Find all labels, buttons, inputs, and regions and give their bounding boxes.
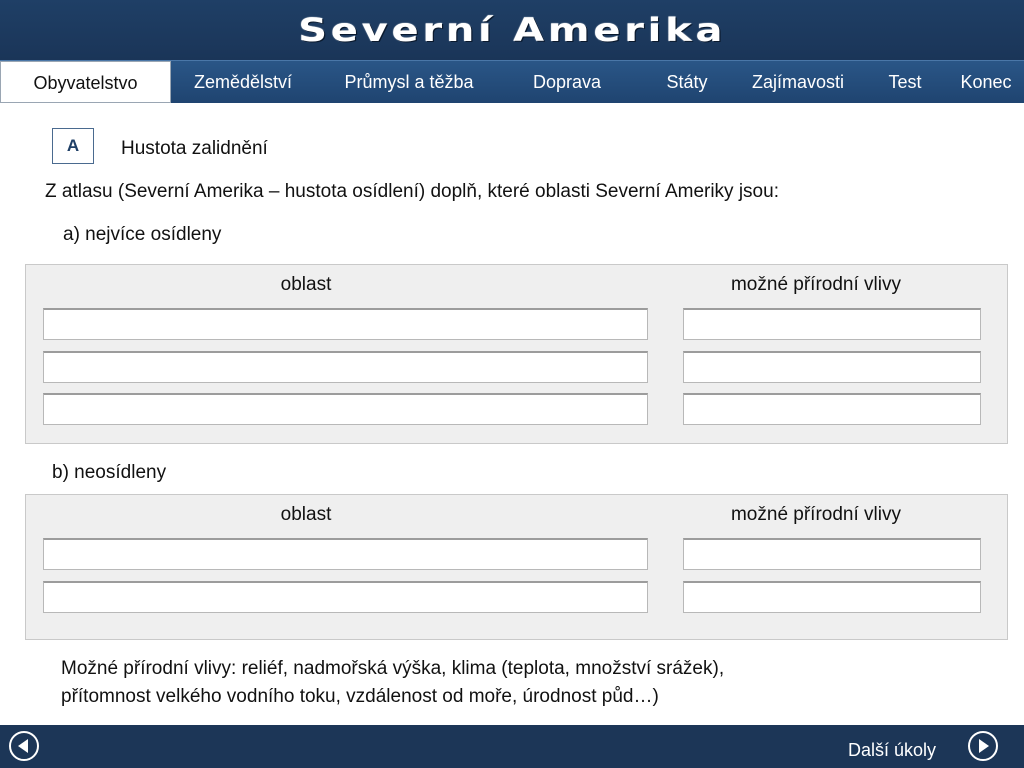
tab-zajimavosti[interactable]: Zajímavosti	[751, 72, 845, 92]
tab-staty[interactable]: Státy	[666, 72, 708, 92]
col-area-header-b: oblast	[280, 504, 332, 525]
tab-zemedelstvi[interactable]: Zemědělství	[193, 72, 293, 92]
task-instruction: Z atlasu (Severní Amerika – hustota osídlení) doplň, které oblasti Severní Ameriky jsou:	[45, 181, 779, 202]
app-header	[0, 0, 1024, 60]
note-line-1: Možné přírodní vlivy: reliéf, nadmořská výška, klima (teplota, množství srážek),	[61, 658, 725, 679]
panel-unpopulated	[25, 494, 1008, 640]
arrow-left-icon	[16, 738, 32, 754]
next-button[interactable]	[968, 731, 998, 761]
page-title: Severní Amerika	[297, 11, 727, 49]
influence-input-a2[interactable]	[683, 351, 981, 383]
task-badge: A	[52, 128, 94, 164]
panel-most-populated	[25, 264, 1008, 444]
section-a-label: a) nejvíce osídleny	[63, 224, 222, 245]
col-influences-header-b: možné přírodní vlivy	[730, 504, 901, 525]
influence-input-b2[interactable]	[683, 581, 981, 613]
section-b-label: b) neosídleny	[52, 462, 167, 483]
footer-bar	[0, 725, 1024, 768]
influence-input-a3[interactable]	[683, 393, 981, 425]
area-input-b2[interactable]	[43, 581, 648, 613]
next-tasks-label[interactable]: Další úkoly	[847, 740, 936, 760]
influence-input-a1[interactable]	[683, 308, 981, 340]
tab-konec[interactable]: Konec	[960, 72, 1012, 92]
area-input-a1[interactable]	[43, 308, 648, 340]
nav-bar	[0, 60, 1024, 103]
col-influences-header: možné přírodní vlivy	[730, 274, 901, 295]
task-title: Hustota zalidnění	[121, 138, 268, 159]
tab-obyvatelstvo[interactable]: Obyvatelstvo	[0, 61, 171, 103]
arrow-right-icon	[975, 738, 991, 754]
area-input-a3[interactable]	[43, 393, 648, 425]
influence-input-b1[interactable]	[683, 538, 981, 570]
tab-prumysl-a-tezba[interactable]: Průmysl a těžba	[344, 72, 474, 92]
note-line-2: přítomnost velkého vodního toku, vzdálenost od moře, úrodnost půd…)	[61, 686, 659, 707]
area-input-a2[interactable]	[43, 351, 648, 383]
tab-doprava[interactable]: Doprava	[532, 72, 602, 92]
area-input-b1[interactable]	[43, 538, 648, 570]
col-area-header: oblast	[280, 274, 332, 295]
tab-test[interactable]: Test	[888, 72, 922, 92]
back-button[interactable]	[9, 731, 39, 761]
